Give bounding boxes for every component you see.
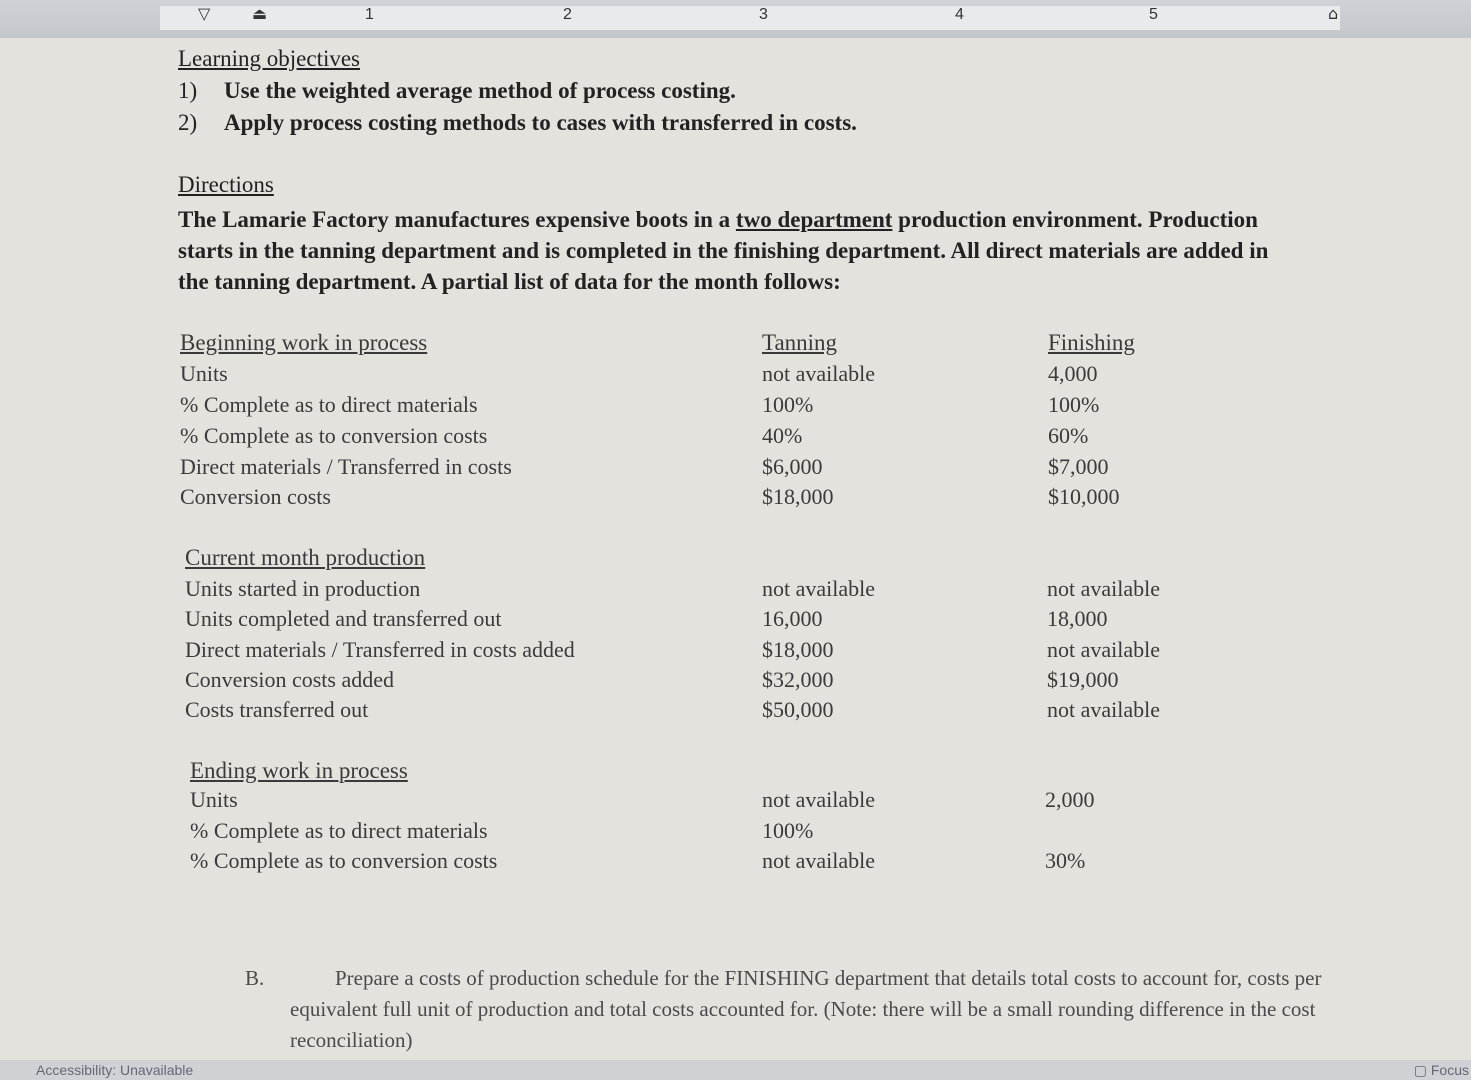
ruler-number: 4	[955, 6, 964, 23]
column-header-tanning: Tanning	[762, 330, 838, 355]
learning-objective-item	[178, 78, 736, 104]
table-row: Direct materials / Transferred in costs $6,000 $7,000	[180, 454, 1109, 479]
table-row: % Complete as to conversion costs not available 30%	[190, 848, 1086, 873]
list-text: Apply process costing methods to cases with transferred in costs.	[224, 110, 857, 135]
section-title: Current month production	[185, 545, 426, 570]
learning-objectives-title: Learning objectives	[178, 46, 361, 71]
directions-title: Directions	[178, 172, 274, 197]
table-row: % Complete as to direct materials 100%	[190, 818, 814, 843]
ending-wip-header	[190, 758, 1230, 788]
table-row: Units not available 2,000	[190, 787, 1095, 812]
column-header-finishing: Finishing	[1048, 330, 1135, 355]
ruler-text-area	[160, 6, 1340, 30]
table-row: % Complete as to conversion costs 40% 60%	[180, 423, 1089, 448]
focus-label: Focus	[1430, 1062, 1469, 1078]
list-text: Use the weighted average method of process costing.	[224, 78, 736, 103]
section-title: Beginning work in process	[180, 330, 428, 355]
table-row: Units completed and transferred out 16,000 18,000	[185, 606, 1108, 631]
table-row: Conversion costs $18,000 $10,000	[180, 484, 1120, 509]
list-number: 2)	[178, 110, 198, 135]
table-row: Units not available 4,000	[180, 361, 1098, 386]
status-bar	[0, 1060, 1471, 1080]
table-row: Conversion costs added $32,000 $19,000	[185, 667, 1119, 692]
hanging-indent-marker[interactable]: ⏏	[252, 4, 268, 23]
horizontal-ruler[interactable]	[0, 0, 1471, 39]
table-row: Costs transferred out $50,000 not available	[185, 697, 1161, 722]
first-line-indent-marker[interactable]: ▽	[198, 4, 211, 23]
ruler-number: 2	[563, 6, 572, 23]
task-instruction	[245, 963, 1325, 1056]
focus-mode-button[interactable]	[1414, 1062, 1469, 1079]
beginning-wip-header	[180, 330, 1220, 360]
ruler-number: 5	[1149, 6, 1158, 23]
learning-objective-item	[178, 110, 857, 136]
ruler-number: 1	[365, 6, 374, 23]
table-row: % Complete as to direct materials 100% 100%	[180, 392, 1100, 417]
section-title: Ending work in process	[190, 758, 408, 783]
right-indent-marker[interactable]: ⌂	[1328, 4, 1339, 23]
ruler-number: 3	[759, 6, 768, 23]
focus-icon: ▢	[1413, 1062, 1427, 1078]
table-row: Direct materials / Transferred in costs added $18,000 not available	[185, 637, 1161, 662]
directions-paragraph: The Lamarie Factory manufactures expensive boots in a two department production environment. Production starts in the tanning department and is completed in the finishing department. All direct materials are added in the tanning department. A partial list of data for the month follows:	[178, 207, 1269, 294]
accessibility-status[interactable]: Accessibility: Unavailable	[36, 1062, 194, 1078]
current-month-header	[185, 545, 1225, 575]
list-number: 1)	[178, 78, 198, 103]
task-text: Prepare a costs of production schedule for the FINISHING department that details total costs to account for, costs per equivalent full unit of production and total costs accounted for. (Note: there will be a small rounding difference in the cost reconciliation)	[290, 966, 1322, 1052]
table-row: Units started in production not available not available	[185, 576, 1161, 601]
task-letter: B.	[245, 966, 265, 990]
